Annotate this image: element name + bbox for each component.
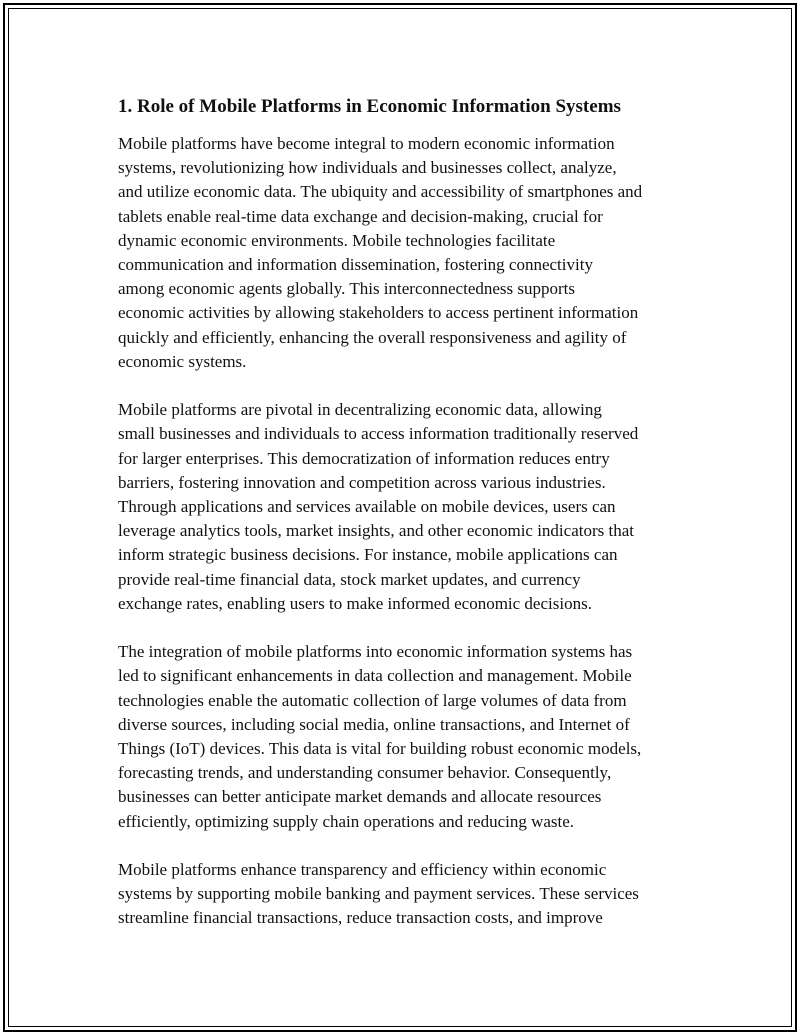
paragraph-line: inform strategic business decisions. For instance, mobile applications can <box>118 545 618 565</box>
paragraph-line: Through applications and services available on mobile devices, users can <box>118 497 616 517</box>
paragraph-line: quickly and efficiently, enhancing the overall responsiveness and agility of <box>118 327 627 347</box>
paragraph-line: tablets enable real-time data exchange and decision-making, crucial for <box>118 206 603 226</box>
paragraph-line: Mobile platforms are pivotal in decentralizing economic data, allowing <box>118 400 602 420</box>
paragraph-list <box>118 132 688 931</box>
paragraph-line: barriers, fostering innovation and competition across various industries. <box>118 472 606 492</box>
paragraph-line: exchange rates, enabling users to make informed economic decisions. <box>118 593 592 613</box>
paragraph-line: systems, revolutionizing how individuals and businesses collect, analyze, <box>118 158 617 178</box>
paragraph-line: communication and information dissemination, fostering connectivity <box>118 255 593 275</box>
paragraph-line: technologies enable the automatic collection of large volumes of data from <box>118 690 627 710</box>
paragraph-line: provide real-time financial data, stock market updates, and currency <box>118 569 581 589</box>
paragraph-line: led to significant enhancements in data collection and management. Mobile <box>118 666 632 686</box>
paragraph-line: dynamic economic environments. Mobile technologies facilitate <box>118 230 556 250</box>
paragraph <box>118 132 688 374</box>
paragraph-line: efficiently, optimizing supply chain operations and reducing waste. <box>118 811 575 831</box>
paragraph-line: Mobile platforms enhance transparency and efficiency within economic <box>118 860 607 880</box>
paragraph-line: systems by supporting mobile banking and payment services. These services <box>118 884 639 904</box>
section-heading: 1. Role of Mobile Platforms in Economic Information Systems <box>118 96 621 117</box>
paragraph-line: and utilize economic data. The ubiquity and accessibility of smartphones and <box>118 182 643 202</box>
paragraph-line: economic activities by allowing stakeholders to access pertinent information <box>118 303 639 323</box>
paragraph-line: Things (IoT) devices. This data is vital for building robust economic models, <box>118 739 642 759</box>
paragraph <box>118 398 688 616</box>
paragraph-line: diverse sources, including social media, online transactions, and Internet of <box>118 714 630 734</box>
paragraph-line: for larger enterprises. This democratization of information reduces entry <box>118 448 610 468</box>
paragraph-line: economic systems. <box>118 351 247 371</box>
paragraph-line: small businesses and individuals to access information traditionally reserved <box>118 424 639 444</box>
paragraph-line: streamline financial transactions, reduce transaction costs, and improve <box>118 908 603 928</box>
paragraph <box>118 640 688 834</box>
paragraph-line: Mobile platforms have become integral to modern economic information <box>118 134 615 153</box>
document-body <box>118 94 688 955</box>
paragraph-line: leverage analytics tools, market insights, and other economic indicators that <box>118 521 634 541</box>
paragraph-line: businesses can better anticipate market demands and allocate resources <box>118 787 602 807</box>
paragraph <box>118 858 688 931</box>
paragraph-line: among economic agents globally. This interconnectedness supports <box>118 279 576 299</box>
paragraph-line: forecasting trends, and understanding consumer behavior. Consequently, <box>118 763 612 783</box>
paragraph-line: The integration of mobile platforms into economic information systems has <box>118 642 633 662</box>
